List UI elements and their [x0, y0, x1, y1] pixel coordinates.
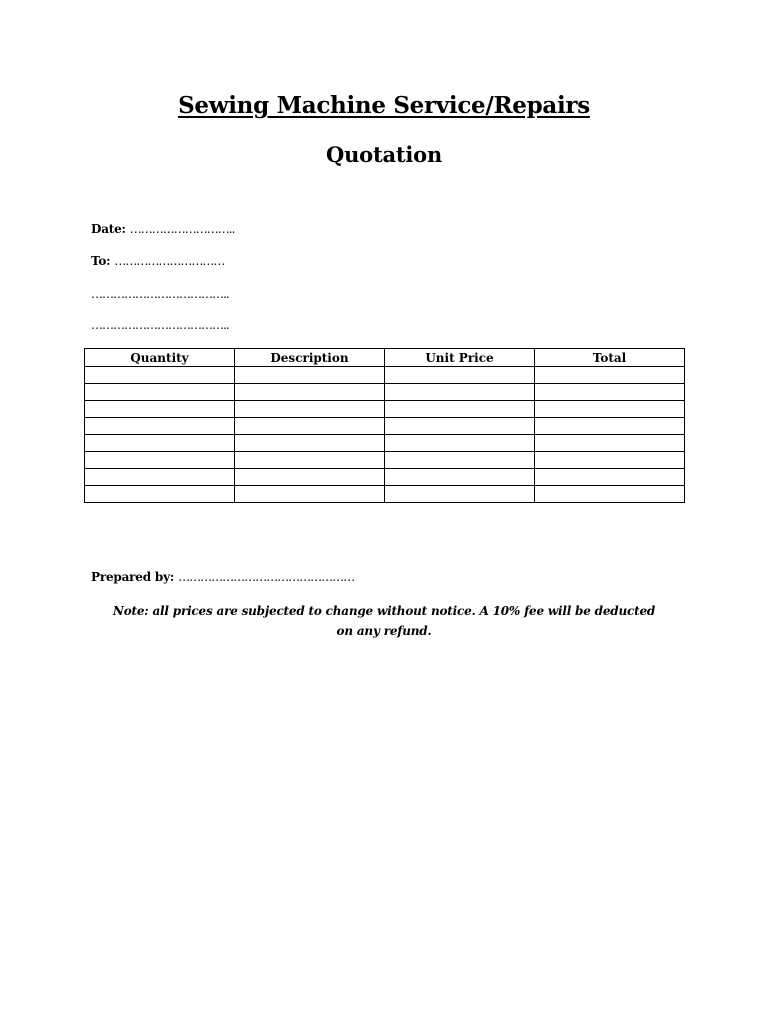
- prepared-by-dots: …………………………………………: [178, 570, 355, 584]
- date-field: [91, 222, 234, 236]
- header-total: Total: [535, 349, 685, 367]
- document-title: Sewing Machine Service/Repairs: [178, 92, 590, 119]
- to-dots: …………………………: [114, 254, 225, 268]
- header-unit-price: Unit Price: [385, 349, 535, 367]
- table-cell: [85, 418, 235, 435]
- quotation-table: [84, 348, 685, 503]
- table-cell: [85, 435, 235, 452]
- table-cell: [85, 384, 235, 401]
- table-cell: [85, 486, 235, 503]
- table-cell: [535, 452, 685, 469]
- date-dots: ………………………..: [129, 222, 235, 236]
- table-cell: [385, 418, 535, 435]
- table-row: [85, 367, 685, 384]
- table-cell: [85, 469, 235, 486]
- table-cell: [385, 452, 535, 469]
- table-row: [85, 435, 685, 452]
- table-cell: [235, 486, 385, 503]
- table-cell: [535, 418, 685, 435]
- table-cell: [385, 435, 535, 452]
- table-cell: [535, 486, 685, 503]
- table-cell: [85, 367, 235, 384]
- header-quantity: Quantity: [85, 349, 235, 367]
- table-cell: [385, 384, 535, 401]
- table-header-row: [85, 349, 685, 367]
- to-field: [91, 254, 224, 268]
- table-cell: [235, 435, 385, 452]
- table-row: [85, 469, 685, 486]
- table-cell: [235, 401, 385, 418]
- address-line-1-dots: ………………………………..: [91, 287, 229, 301]
- table-body: [85, 367, 685, 503]
- table-cell: [235, 469, 385, 486]
- address-line-2-dots: ………………………………..: [91, 318, 229, 332]
- table-cell: [535, 435, 685, 452]
- table-cell: [535, 401, 685, 418]
- table-cell: [385, 367, 535, 384]
- table-cell: [235, 367, 385, 384]
- note-text: Note: all prices are subjected to change without notice. A 10% fee will be deducted on any refund.: [112, 604, 656, 638]
- table-row: [85, 418, 685, 435]
- document-subtitle: Quotation: [325, 142, 443, 167]
- prepared-by-label: Prepared by:: [91, 570, 175, 584]
- table-cell: [85, 452, 235, 469]
- table-cell: [385, 486, 535, 503]
- date-label: Date:: [91, 222, 126, 236]
- address-line-2: [91, 318, 229, 332]
- header-description: Description: [235, 349, 385, 367]
- table-cell: [235, 384, 385, 401]
- table-cell: [535, 384, 685, 401]
- table-cell: [385, 401, 535, 418]
- table-cell: [535, 469, 685, 486]
- table-cell: [235, 452, 385, 469]
- table-row: [85, 486, 685, 503]
- table-row: [85, 452, 685, 469]
- address-line-1: [91, 287, 229, 301]
- table-cell: [235, 418, 385, 435]
- table-row: [85, 401, 685, 418]
- table-cell: [85, 401, 235, 418]
- prepared-by-field: [91, 570, 354, 584]
- table-cell: [385, 469, 535, 486]
- table-cell: [535, 367, 685, 384]
- table-row: [85, 384, 685, 401]
- to-label: To:: [91, 254, 111, 268]
